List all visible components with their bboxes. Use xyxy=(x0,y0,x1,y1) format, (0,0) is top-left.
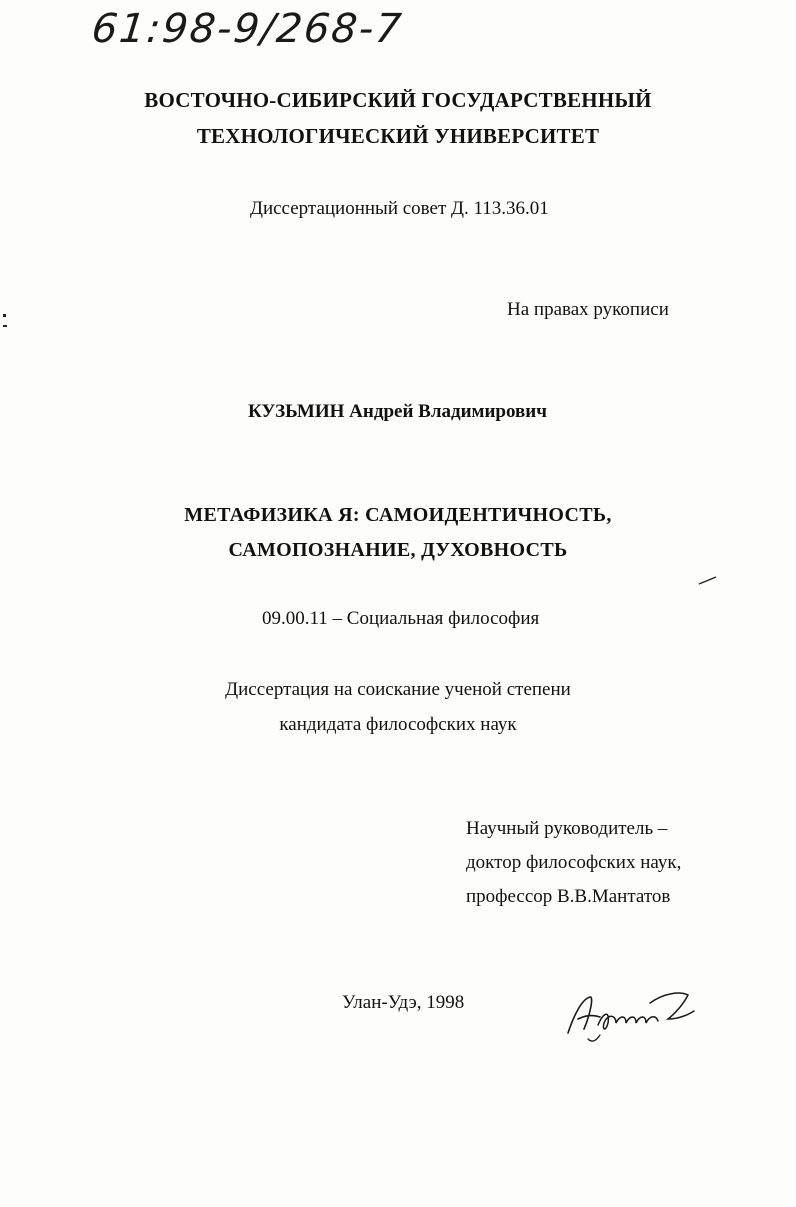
pen-stroke-mark xyxy=(698,575,718,587)
university-name-line2: ТЕХНОЛОГИЧЕСКИЙ УНИВЕРСИТЕТ xyxy=(196,124,600,148)
degree-line1: Диссертация на соискание ученой степени xyxy=(225,679,571,700)
supervisor-line3: профессор В.В.Мантатов xyxy=(466,886,671,907)
author-given-names: Андрей Владимирович xyxy=(349,401,547,422)
author-surname: КУЗЬМИН xyxy=(248,401,345,422)
author-name xyxy=(248,401,547,423)
supervisor-line1: Научный руководитель – xyxy=(466,818,668,839)
margin-mark xyxy=(3,314,6,317)
degree-line2: кандидата философских наук xyxy=(279,714,517,735)
dissertation-council: Диссертационный совет Д. 113.36.01 xyxy=(250,198,549,219)
handwritten-archive-number: 61:98-9/268-7 xyxy=(89,6,406,52)
margin-mark xyxy=(3,325,7,327)
manuscript-rights-note: На правах рукописи xyxy=(507,299,669,320)
handwritten-signature xyxy=(560,985,700,1045)
dissertation-title-line1: МЕТАФИЗИКА Я: САМОИДЕНТИЧНОСТЬ, xyxy=(184,504,612,526)
dissertation-title-line2: САМОПОЗНАНИЕ, ДУХОВНОСТЬ xyxy=(228,539,568,561)
place-and-year: Улан-Удэ, 1998 xyxy=(342,992,465,1013)
specialty-code: 09.00.11 – Социальная философия xyxy=(262,608,540,629)
supervisor-line2: доктор философских наук, xyxy=(466,852,682,873)
university-name-line1: ВОСТОЧНО-СИБИРСКИЙ ГОСУДАРСТВЕННЫЙ xyxy=(144,88,652,112)
